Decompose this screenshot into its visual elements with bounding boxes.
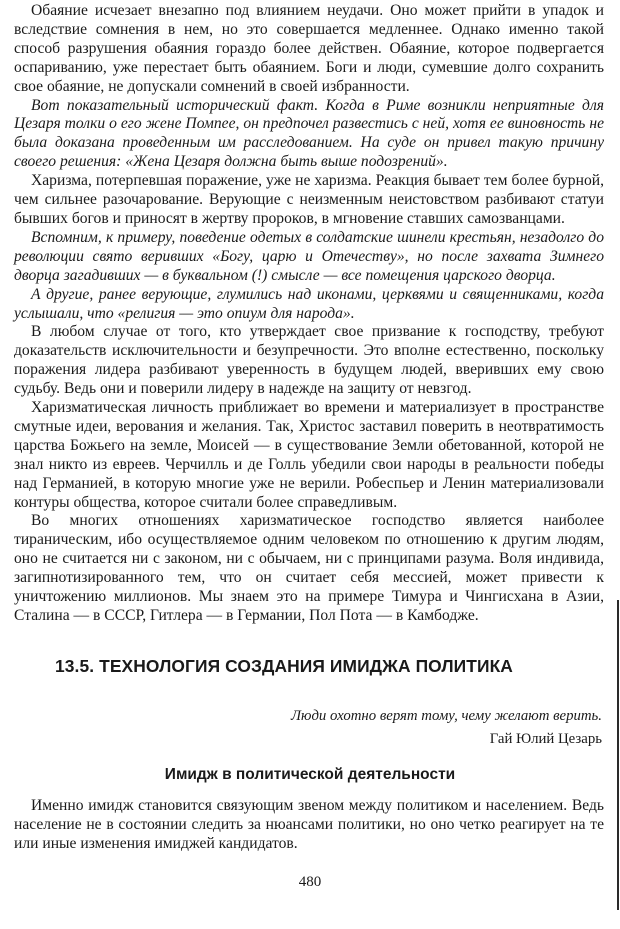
paragraph-tyranny: Во многих отношениях харизматическое господство является наиболее тираническим, ибо осуществляемое одним человеком по отношению к другим людям, оно не считается ни с законом, ни с обычаем, ни с принципами разума. Воля индивида, загипнотизированного тем, что он считает себя мессией, может привести к уничтожению миллионов. Мы знаем это на примере Тимура и Чингисхана в Азии, Сталина — в СССР, Гитлера — в Германии, Пол Пота — в Камбодже.	[14, 512, 604, 624]
paragraph-peasants-example: Вспомним, к примеру, поведение одетых в солдатские шинели крестьян, незадолго до революции свято веривших «Богу, царю и Отечеству», но после захвата Зимнего дворца загадивших — в буквальном (!) смысле — все помещения царского дворца.	[14, 228, 604, 284]
paragraph-caesar-fact: Вот показательный исторический факт. Когда в Риме возникли неприятные для Цезаря толки о его жене Помпее, он предпочел развестись с ней, хотя ее виновность не была доказана проведенным им расследованием. На суде он привел такую причину своего решения: «Жена Цезаря должна быть выше подозрений».	[14, 96, 604, 171]
epigraph-author: Гай Юлий Цезарь	[489, 731, 602, 747]
page-number: 480	[298, 874, 322, 890]
paragraph-charisma-defeat: Харизма, потерпевшая поражение, уже не харизма. Реакция бывает тем более бурной, чем сильнее разочарование. Верующие с неизменным неистовством разбивают статуи бывших богов и приносят в жертву пророков, в мгновение ставших самозванцами.	[14, 172, 604, 227]
paragraph-charismatic-personality: Харизматическая личность приближает во времени и материализует в пространстве смутные идеи, верования и желания. Так, Христос заставил поверить в неотвратимость царства Божьего на земле, Моисей — в существование Земли обетованной, которой не знал никто из евреев. Черчилль и де Голль убедили свои народы в реальности победы над Германией, в которую многие уже не верили. Робеспьер и Ленин материализовали контуры общества, которое считали более справедливым.	[14, 399, 604, 511]
section-body	[14, 797, 604, 854]
body-text	[14, 2, 604, 626]
subsection-title: Имидж в политической деятельности	[164, 766, 456, 783]
paragraph-others-mocked: А другие, ранее верующие, глумились над иконами, церквями и священниками, когда услышали, что «религия — это опиум для народа».	[14, 285, 604, 322]
paragraph-image-link: Именно имидж становится связующим звеном между политиком и населением. Ведь население не в состоянии следить за нюансами политики, но оно четко реагирует на те или иные изменения имиджей кандидатов.	[14, 797, 604, 852]
section-title: 13.5. ТЕХНОЛОГИЯ СОЗДАНИЯ ИМИДЖА ПОЛИТИКА	[55, 656, 513, 676]
page-edge-line	[617, 600, 619, 910]
epigraph-quote: Люди охотно верят тому, чему желают верить.	[290, 708, 602, 724]
paragraph-proof-demand: В любом случае от того, кто утверждает свое призвание к господству, требуют доказательств исключительности и безупречности. Это вполне естественно, поскольку поражения лидера разбивают уверенность в будущем людей, вверивших ему свою судьбу. Ведь они и поверили лидеру в надежде на защиту от невзгод.	[14, 323, 604, 398]
paragraph-charm-loss: Обаяние исчезает внезапно под влиянием неудачи. Оно может прийти в упадок и вследствие сомнения в нем, но это совершается медленнее. Однако именно такой способ разрушения обаяния гораздо более действен. Обаяние, которое подвергается оспариванию, уже перестает быть обаянием. Боги и люди, сумевшие долго сохранить свое обаяние, не допускали сомнений в своей избранности.	[14, 2, 604, 95]
